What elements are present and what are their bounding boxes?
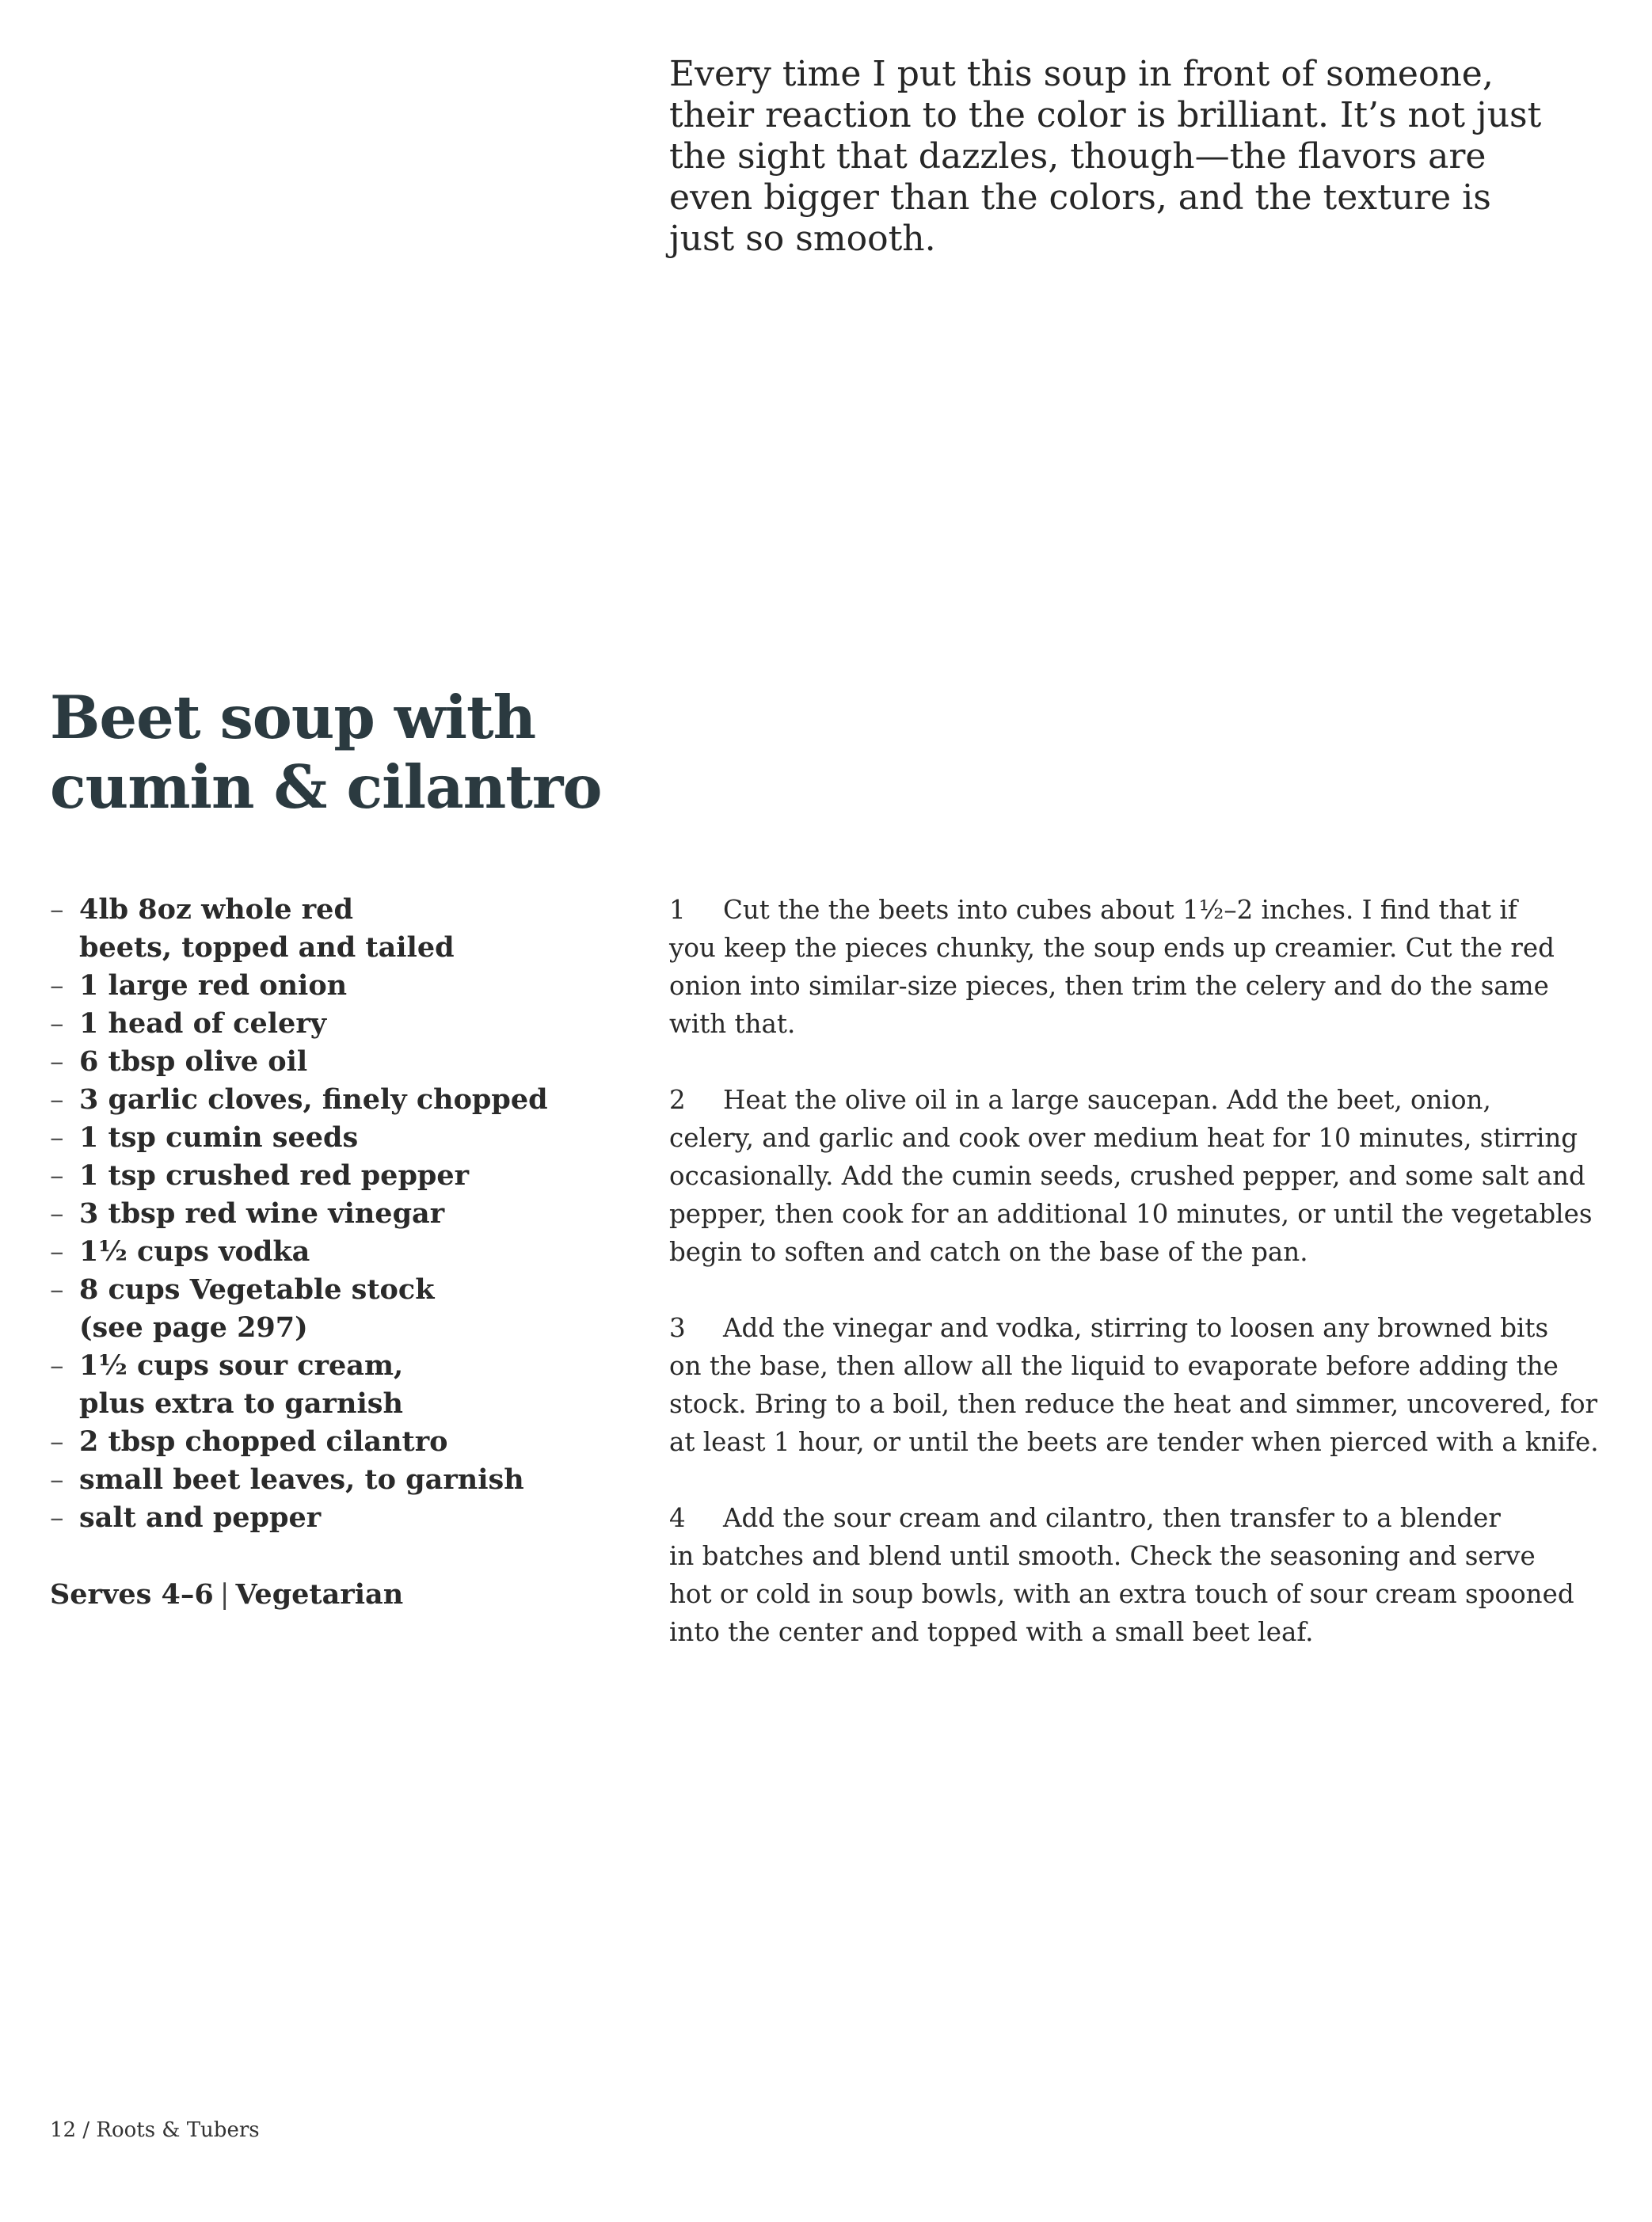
ingredient-text: 1 head of celery [79, 1007, 327, 1040]
intro-line: Every time I put this soup in front of someone, [669, 54, 1494, 94]
step-line: you keep the pieces chunky, the soup ends up creamier. Cut the red [669, 933, 1555, 963]
recipe-title-line-2: cumin & cilantro [50, 752, 602, 822]
ingredient-text: 2 tbsp chopped cilantro [79, 1425, 448, 1458]
dash-bullet: – [50, 1464, 64, 1496]
step-text: Add the vinegar and vodka, stirring to loosen any browned bits [723, 1313, 1549, 1343]
ingredient-item [50, 967, 604, 1005]
dash-bullet: – [50, 1084, 64, 1116]
dash-bullet: – [50, 1160, 64, 1192]
separator: | [219, 1579, 230, 1611]
ingredient-item [50, 1081, 604, 1119]
dash-bullet: – [50, 1008, 64, 1040]
step-line: celery, and garlic and cook over medium heat for 10 minutes, stirring [669, 1123, 1578, 1153]
dash-bullet: – [50, 1502, 64, 1534]
dash-bullet: – [50, 1274, 64, 1306]
step-line: on the base, then allow all the liquid to evaporate before adding the [669, 1351, 1559, 1381]
ingredient-item [50, 1157, 604, 1195]
dash-bullet: – [50, 1236, 64, 1268]
dash-bullet: – [50, 894, 64, 926]
intro-line: just so smooth. [669, 219, 936, 259]
step-line: stock. Bring to a boil, then reduce the heat and simmer, uncovered, for [669, 1389, 1598, 1419]
step-text: Heat the olive oil in a large saucepan. Add the beet, onion, [723, 1085, 1491, 1115]
recipe-title [50, 683, 601, 822]
page-footer: 12 / Roots & Tubers [50, 2118, 260, 2142]
step-line: occasionally. Add the cumin seeds, crushed pepper, and some salt and [669, 1161, 1585, 1191]
ingredient-text: 1½ cups vodka [79, 1235, 310, 1268]
ingredient-text: salt and pepper [79, 1501, 322, 1534]
step-number: 1 [669, 895, 686, 925]
step-number: 4 [669, 1503, 686, 1533]
ingredient-item [50, 1195, 604, 1233]
ingredient-text: 3 tbsp red wine vinegar [79, 1197, 445, 1230]
step-line: onion into similar-size pieces, then trim the celery and do the same [669, 971, 1549, 1001]
ingredient-text: 3 garlic cloves, finely chopped [79, 1083, 548, 1116]
step-line: at least 1 hour, or until the beets are tender when pierced with a knife. [669, 1427, 1599, 1457]
diet-text: Vegetarian [235, 1578, 404, 1611]
dash-bullet: – [50, 970, 64, 1002]
dash-bullet: – [50, 1426, 64, 1458]
ingredient-item [50, 1461, 604, 1499]
method-steps [669, 891, 1599, 1689]
ingredient-text: 1½ cups sour cream, plus extra to garnish [79, 1349, 404, 1420]
ingredient-item [50, 1499, 604, 1537]
ingredient-item [50, 1005, 604, 1043]
step-line [669, 1499, 1588, 1537]
step-number: 2 [669, 1085, 686, 1115]
dash-bullet: – [50, 1350, 64, 1382]
ingredient-item [50, 1271, 604, 1347]
ingredient-item [50, 891, 604, 967]
step-line: in batches and blend until smooth. Check the seasoning and serve [669, 1541, 1536, 1571]
intro-line: even bigger than the colors, and the texture is [669, 177, 1491, 218]
ingredient-item [50, 1347, 604, 1423]
ingredient-text: 1 tsp cumin seeds [79, 1121, 359, 1154]
step-line [669, 1309, 1588, 1347]
dash-bullet: – [50, 1046, 64, 1078]
step-line [669, 891, 1588, 929]
step-text: Cut the the beets into cubes about 1½–2 inches. I find that if [723, 895, 1517, 925]
ingredient-item [50, 1423, 604, 1461]
method-step [669, 1499, 1588, 1651]
method-step [669, 1309, 1599, 1461]
intro-paragraph [669, 54, 1556, 260]
serves-info [50, 1576, 403, 1614]
step-number: 3 [669, 1313, 686, 1343]
ingredient-item [50, 1119, 604, 1157]
ingredient-text: 1 tsp crushed red pepper [79, 1159, 470, 1192]
ingredients-list [50, 891, 604, 1537]
ingredient-text: 8 cups Vegetable stock (see page 297) [79, 1273, 435, 1344]
dash-bullet: – [50, 1198, 64, 1230]
step-line: into the center and topped with a small beet leaf. [669, 1617, 1314, 1647]
ingredient-item [50, 1043, 604, 1081]
ingredient-text: 4lb 8oz whole red beets, topped and tailed [79, 893, 455, 964]
step-line: pepper, then cook for an additional 10 minutes, or until the vegetables [669, 1199, 1593, 1229]
recipe-title-line-1: Beet soup with [50, 683, 536, 752]
servings-text: Serves 4–6 [50, 1578, 214, 1611]
step-line [669, 1081, 1588, 1119]
step-text: Add the sour cream and cilantro, then transfer to a blender [723, 1503, 1501, 1533]
dash-bullet: – [50, 1122, 64, 1154]
ingredient-text: 6 tbsp olive oil [79, 1045, 308, 1078]
step-line: with that. [669, 1009, 796, 1039]
method-step [669, 1081, 1593, 1271]
intro-line: the sight that dazzles, though—the flavors are [669, 136, 1486, 177]
ingredient-item [50, 1233, 604, 1271]
ingredient-text: 1 large red onion [79, 969, 348, 1002]
step-line: hot or cold in soup bowls, with an extra touch of sour cream spooned [669, 1579, 1574, 1609]
intro-line: their reaction to the color is brilliant. It’s not just [669, 95, 1542, 135]
step-line: begin to soften and catch on the base of the pan. [669, 1237, 1308, 1267]
ingredient-text: small beet leaves, to garnish [79, 1463, 524, 1496]
method-step [669, 891, 1588, 1043]
